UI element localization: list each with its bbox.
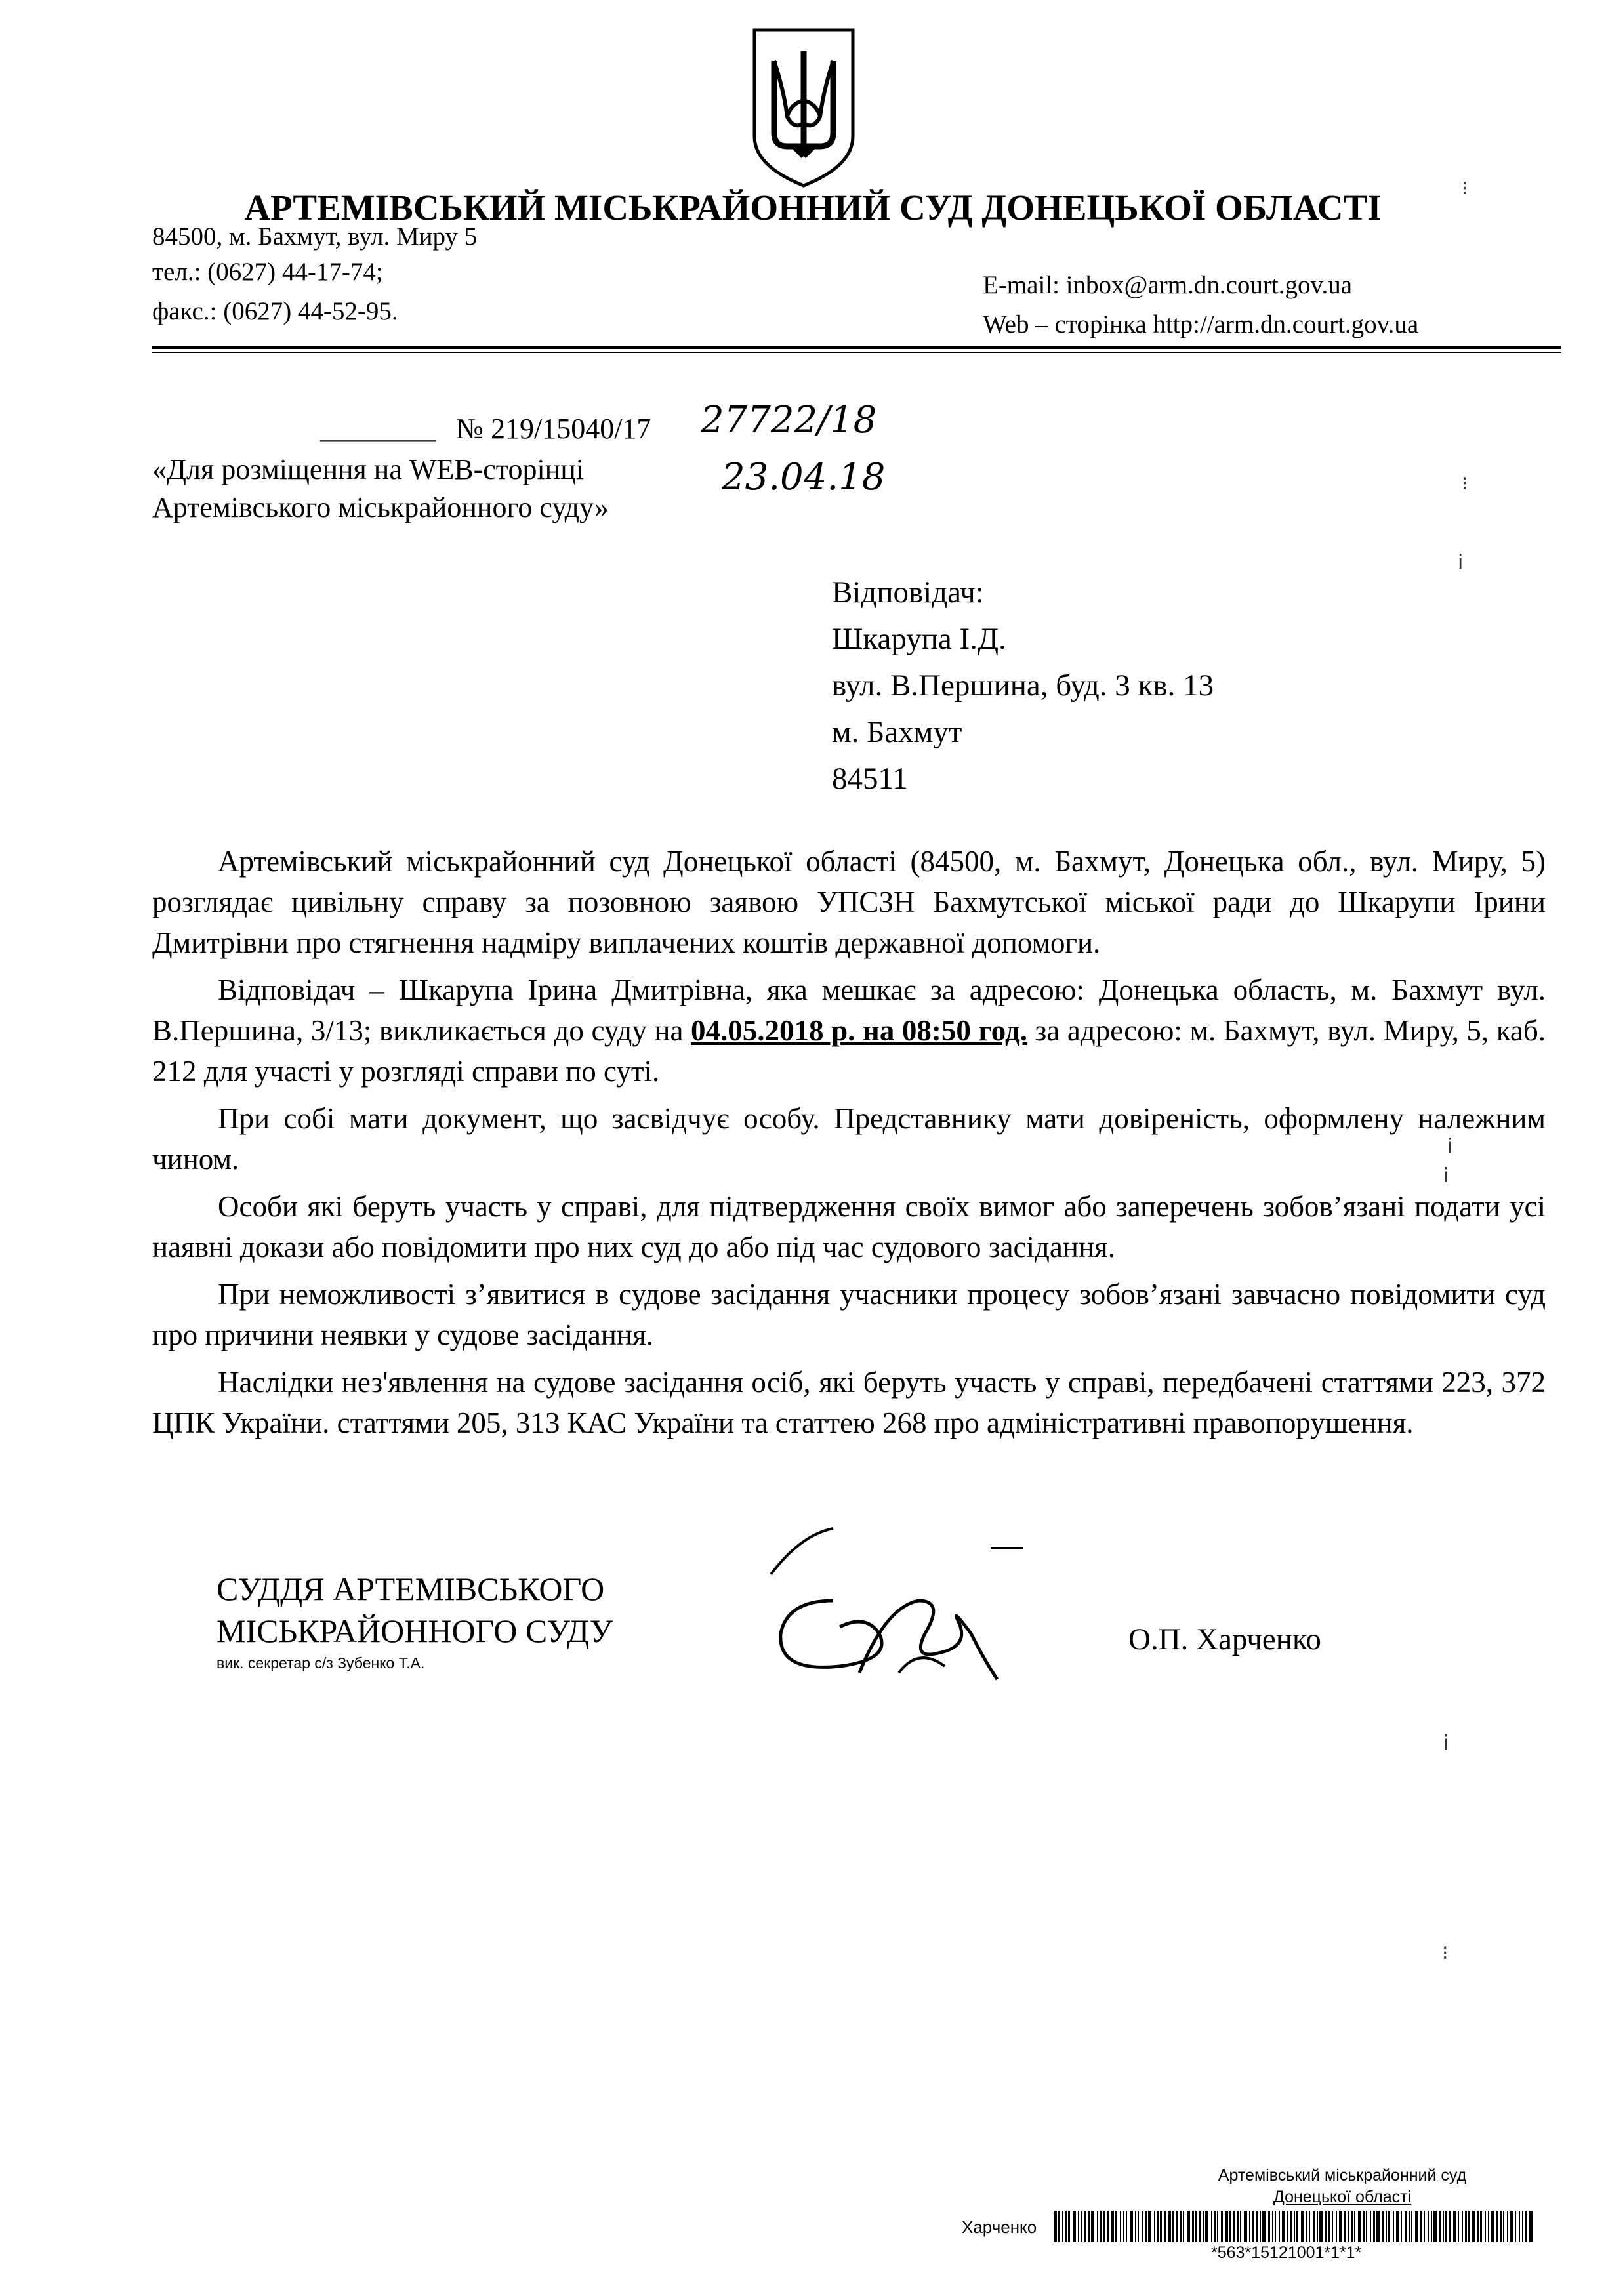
header-divider xyxy=(152,346,1561,349)
scan-mark: ⁝ xyxy=(1442,1942,1449,1964)
barcode xyxy=(1054,2211,1536,2242)
coat-of-arms-emblem xyxy=(748,25,859,189)
scan-mark: ⅰ xyxy=(1447,1136,1453,1157)
secretary-note: вик. секретар с/з Зубенко Т.А. xyxy=(216,1654,425,1671)
scan-mark: ⅰ xyxy=(1443,1165,1449,1187)
judge-title xyxy=(216,1568,613,1652)
summons-text: Відповідач – Шкарупа Ірина Дмитрівна, яка мешкає за адресою: Донецька область, м. Бахмут вул. В.Першина, 3/13; викликається до суду на xyxy=(152,974,1546,1047)
court-phone: тел.: (0627) 44-17-74; xyxy=(152,258,383,286)
court-email: E-mail: inbox@arm.dn.court.gov.ua xyxy=(983,271,1353,299)
web-note-line1: «Для розміщення на WEB-сторінці xyxy=(152,453,584,485)
body-paragraph: При собі мати документ, що засвідчує особу. Представнику мати довіреність, оформлену належним чином. xyxy=(152,1102,1546,1176)
recipient-block xyxy=(832,569,1214,802)
recipient-street: вул. В.Першина, буд. 3 кв. 13 xyxy=(832,668,1214,703)
handwritten-date: 23.04.18 xyxy=(722,456,886,499)
reg-number: № 219/15040/17 xyxy=(456,413,651,445)
handwritten-signature xyxy=(761,1502,1037,1699)
stamp-court-line1: Артемівський міськрайонний суд xyxy=(1218,2166,1467,2184)
letter-body xyxy=(152,841,1546,1450)
hearing-datetime: 04.05.2018 р. на 08:50 год. xyxy=(691,1014,1027,1047)
stamp-court-line2: Донецької області xyxy=(1273,2188,1412,2206)
recipient-zip: 84511 xyxy=(832,762,908,796)
recipient-name: Шкарупа І.Д. xyxy=(832,622,1006,656)
court-name: АРТЕМІВСЬКИЙ МІСЬКРАЙОННИЙ СУД ДОНЕЦЬКОЇ ОБЛАСТІ xyxy=(244,188,1382,228)
body-paragraph: Наслідки нез'явлення на судове засідання осіб, які беруть участь у справі, передбачені статтями 223, 372 ЦПК України. статтями 205, 313 КАС України та статтею 268 про адміністративні правопорушення. xyxy=(152,1366,1546,1439)
judge-name: О.П. Харченко xyxy=(1128,1622,1321,1656)
body-paragraph: При неможливості з’явитися в судове засідання учасники процесу зобов’язані завчасно повідомити суд про причини неявки у судове засідання. xyxy=(152,1278,1546,1351)
court-website: Web – сторінка http://arm.dn.court.gov.ua xyxy=(983,310,1419,338)
body-paragraph: Артемівський міськрайонний суд Донецької області (84500, м. Бахмут, Донецька обл., вул. Миру, 5) розглядає цивільну справу за позовною заявою УПСЗН Бахмутської міської ради до Шкарупи Ірини Дмитрівни про стягнення надміру виплачених коштів державної допомоги. xyxy=(152,845,1546,959)
registry-stamp xyxy=(962,2165,1539,2296)
body-paragraph: Особи які беруть участь у справі, для підтвердження своїх вимог або заперечень зобов’язані подати усі наявні докази або повідомити про них суд до або під час судового засідання. xyxy=(152,1190,1546,1263)
stamp-name: Харченко xyxy=(962,2217,1037,2237)
reg-blank-line: ________ xyxy=(320,413,436,445)
court-fax: факс.: (0627) 44-52-95. xyxy=(152,297,398,325)
body-paragraph xyxy=(152,970,1546,1092)
header-divider-thin xyxy=(152,352,1561,353)
recipient-city: м. Бахмут xyxy=(832,715,962,749)
recipient-label: Відповідач: xyxy=(832,575,984,609)
judge-title-line1: СУДДЯ АРТЕМІВСЬКОГО xyxy=(216,1570,605,1607)
summons-text-end: за адресою: м. Бахмут, вул. Миру, 5, каб. 212 для участі у розгляді справи по суті. xyxy=(152,1014,1546,1088)
scan-mark: ⁝ xyxy=(1462,178,1468,199)
scan-mark: ⅰ xyxy=(1458,552,1464,573)
judge-title-line2: МІСЬКРАЙОННОГО СУДУ xyxy=(216,1612,613,1649)
barcode-code: *563*15121001*1*1* xyxy=(1211,2244,1362,2262)
scan-mark: ⁝ xyxy=(1462,473,1468,495)
web-note-line2: Артемівського міськрайонного суду» xyxy=(152,491,609,523)
court-address: 84500, м. Бахмут, вул. Миру 5 xyxy=(152,222,478,251)
stamp-court xyxy=(1145,2165,1539,2208)
scan-mark: ⅰ xyxy=(1443,1732,1449,1754)
handwritten-reg-number: 27722/18 xyxy=(701,399,877,441)
